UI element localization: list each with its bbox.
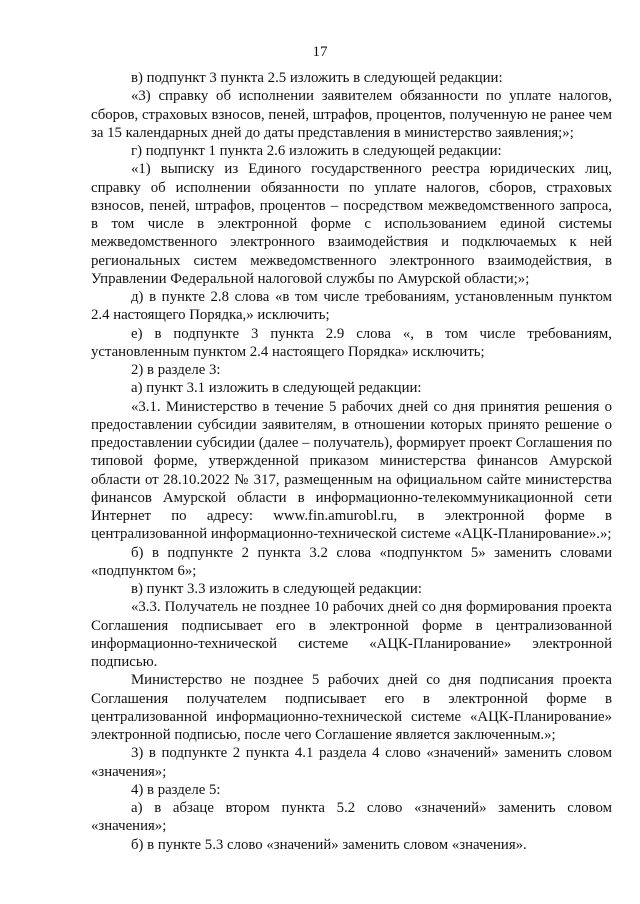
paragraph-3-3-text-2: Министерство не позднее 5 рабочих дней со дня подписания проекта Соглашения получателем подписывает его в электронной форме в централизованной информационно-технической системе «АЦК-Планирование» электронной подписью, после чего Соглашение является заключенным.»; — [91, 672, 612, 743]
page-number: 17 — [312, 44, 328, 60]
paragraph-4-1: 3) в подпункте 2 пункта 4.1 раздела 4 слово «значений» заменить словом «значения»; — [91, 745, 612, 780]
paragraph-3-3: в) пункт 3.3 изложить в следующей редакции: — [131, 581, 422, 597]
paragraph-3-2: б) в подпункте 2 пункта 3.2 слова «подпунктом 5» заменить словами «подпунктом 6»; — [91, 544, 612, 579]
paragraph-2-8: д) в пункте 2.8 слова «в том числе требованиям, установленным пунктом 2.4 настоящего Порядка,» исключить; — [91, 289, 612, 324]
document-body — [91, 69, 612, 854]
paragraph-5-3: б) в пункте 5.3 слово «значений» заменить словом «значения». — [131, 836, 527, 853]
paragraph-3-3-text: «3.3. Получатель не позднее 10 рабочих дней со дня формирования проекта Соглашения подписывает его в электронной форме в централизованной информационно-технической системе «АЦК-Планирование» электронной подписью. — [91, 599, 612, 670]
paragraph-2-6-text: «1) выписку из Единого государственного реестра юридических лиц, справку об исполнении обязанности по уплате налогов, сборов, страховых взносов, пеней, штрафов, процентов – посредством межведомственного запроса, в том числе в электронной форме с использованием единой системы межведомственного электронного взаимодействия и подключаемых к ней региональных систем межведомственного электронного взаимодействия, в Управлении Федеральной налоговой службы по Амурской области;»; — [91, 161, 612, 287]
paragraph-2-6: г) подпункт 1 пункта 2.6 изложить в следующей редакции: — [131, 143, 502, 159]
paragraph-2-5-text: «3) справку об исполнении заявителем обязанности по уплате налогов, сборов, страховых взносов, пеней, штрафов, процентов, полученную не ранее чем за 15 календарных дней до даты представления в министерство заявления;»; — [91, 88, 612, 141]
paragraph-5-2: а) в абзаце втором пункта 5.2 слово «значений» заменить словом «значения»; — [91, 800, 612, 835]
paragraph-2-9: е) в подпункте 3 пункта 2.9 слова «, в том числе требованиям, установленным пунктом 2.4 настоящего Порядка» исключить; — [91, 325, 612, 360]
paragraph-2-5: в) подпункт 3 пункта 2.5 изложить в следующей редакции: — [131, 70, 503, 86]
paragraph-section-3: 2) в разделе 3: — [131, 362, 221, 378]
paragraph-3-1-text: «3.1. Министерство в течение 5 рабочих дней со дня принятия решения о предоставлении субсидии заявителям, в отношении которых принято решение о предоставлении субсидии (далее – получатель), формирует проект Соглашения по типовой форме, утвержденной приказом министерства финансов Амурской области от 28.10.2022 № 317, размещенным на официальном сайте министерства финансов Амурской области в информационно-телекоммуникационной сети Интернет по адресу: www.fin.amurobl.ru, в электронной форме в централизованной информационно-технической системе «АЦК-Планирование».»; — [91, 398, 612, 543]
paragraph-section-5: 4) в разделе 5: — [131, 781, 221, 798]
paragraph-3-1: а) пункт 3.1 изложить в следующей редакции: — [131, 380, 422, 397]
